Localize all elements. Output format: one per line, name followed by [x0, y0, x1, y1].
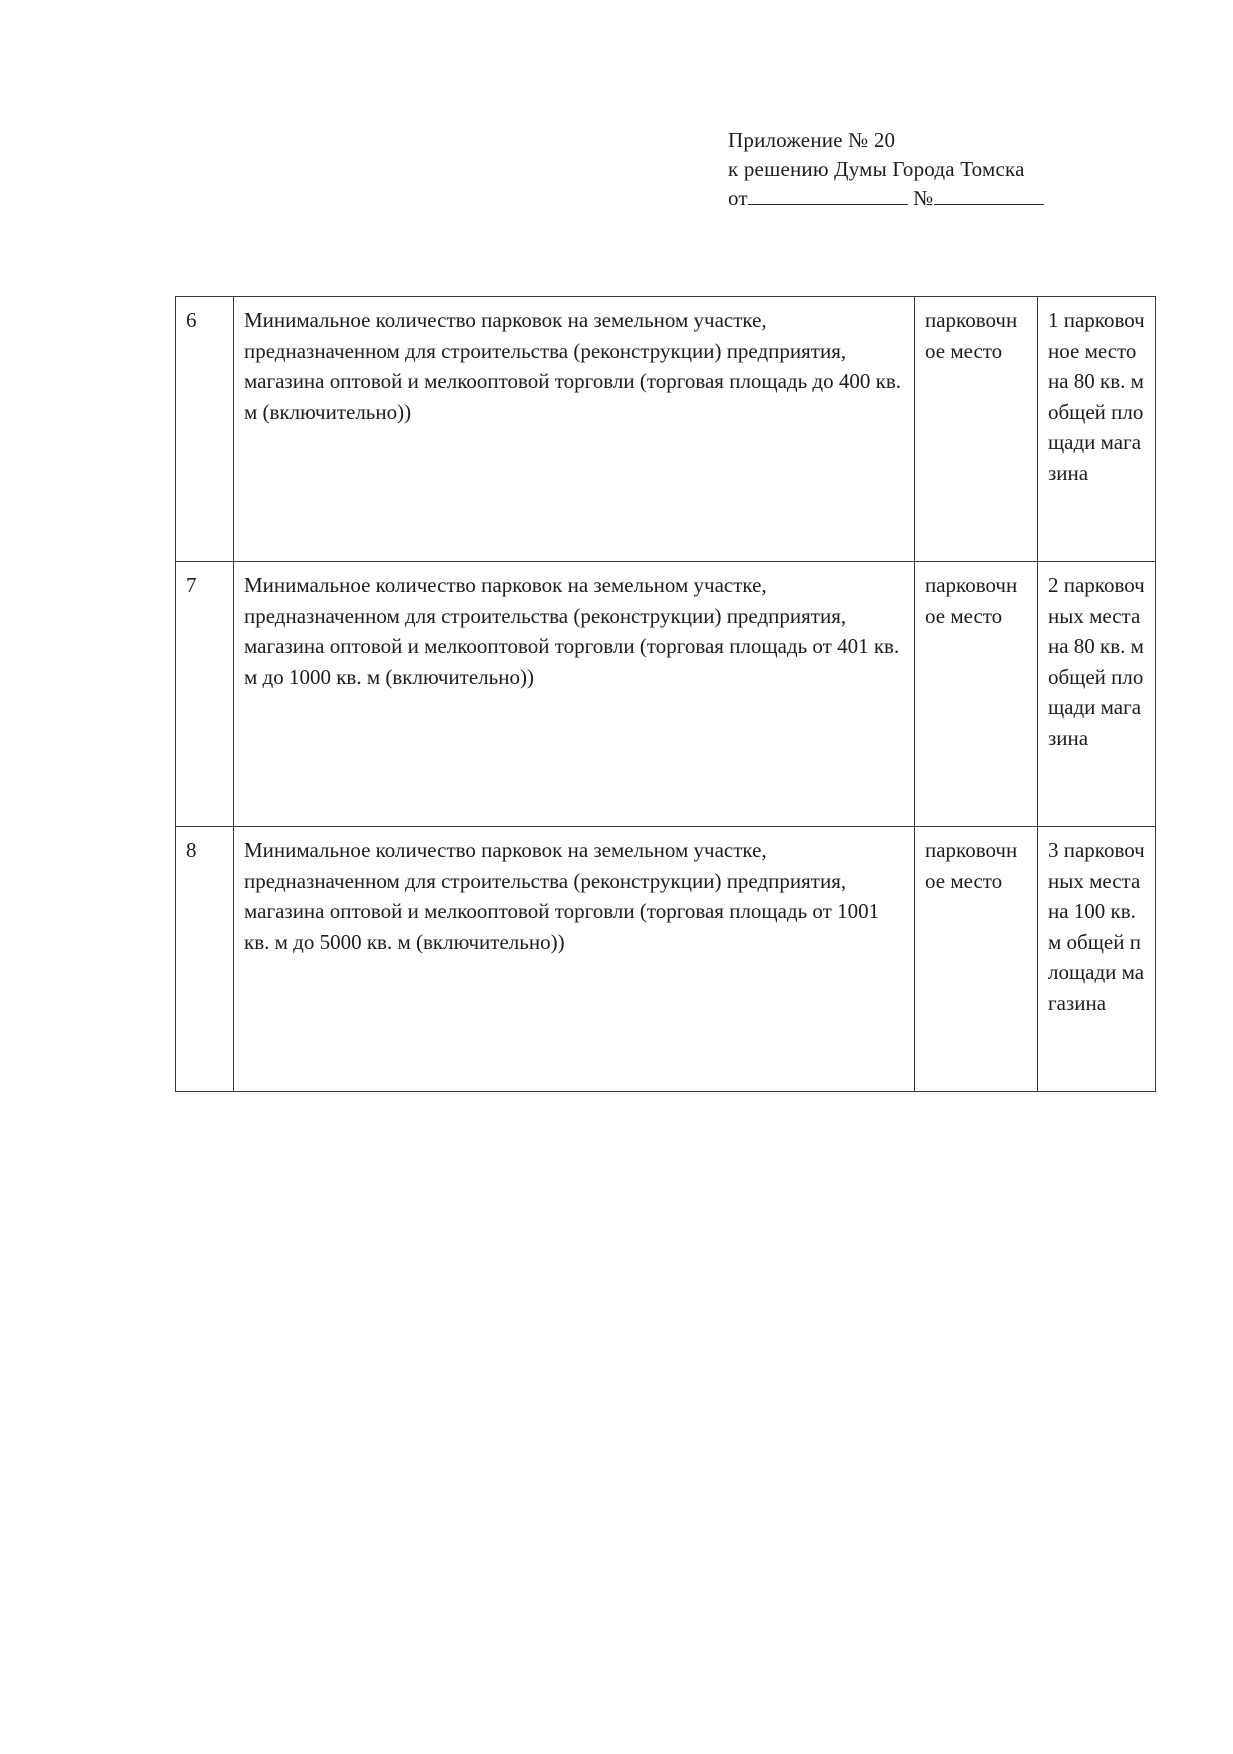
appendix-header [728, 126, 1044, 213]
table-row [176, 562, 1156, 827]
parking-norms-table [175, 296, 1156, 1092]
row-unit: парковочное место [915, 562, 1038, 827]
appendix-title: Приложение № 20 [728, 128, 896, 152]
number-blank [934, 184, 1044, 205]
appendix-date-number-line [728, 184, 1044, 213]
row-unit: парковочное место [915, 827, 1038, 1092]
row-unit: парковочное место [915, 297, 1038, 562]
date-blank [748, 184, 908, 205]
row-description: Минимальное количество парковок на земельном участке, предназначенном для строительства (реконструкции) предприятия, магазина оптовой и мелкооптовой торговли (торговая площадь до 400 кв. м (включительно)) [234, 297, 915, 562]
row-number: 6 [176, 297, 234, 562]
row-number: 7 [176, 562, 234, 827]
number-label: № [913, 186, 934, 210]
row-description: Минимальное количество парковок на земельном участке, предназначенном для строительства (реконструкции) предприятия, магазина оптовой и мелкооптовой торговли (торговая площадь от 401 кв. м до 1000 кв. м (включительно)) [234, 562, 915, 827]
appendix-decision-ref: к решению Думы Города Томска [728, 157, 1025, 181]
date-label: от [728, 186, 748, 210]
table-row [176, 827, 1156, 1092]
table-row [176, 297, 1156, 562]
row-norm: 1 парковочное место на 80 кв. м общей площади магазина [1038, 297, 1156, 562]
row-norm: 3 парковочных места на 100 кв.м общей площади магазина [1038, 827, 1156, 1092]
row-norm: 2 парковочных места на 80 кв. м общей площади магазина [1038, 562, 1156, 827]
row-number: 8 [176, 827, 234, 1092]
row-description: Минимальное количество парковок на земельном участке, предназначенном для строительства (реконструкции) предприятия, магазина оптовой и мелкооптовой торговли (торговая площадь от 1001 кв. м до 5000 кв. м (включительно)) [234, 827, 915, 1092]
